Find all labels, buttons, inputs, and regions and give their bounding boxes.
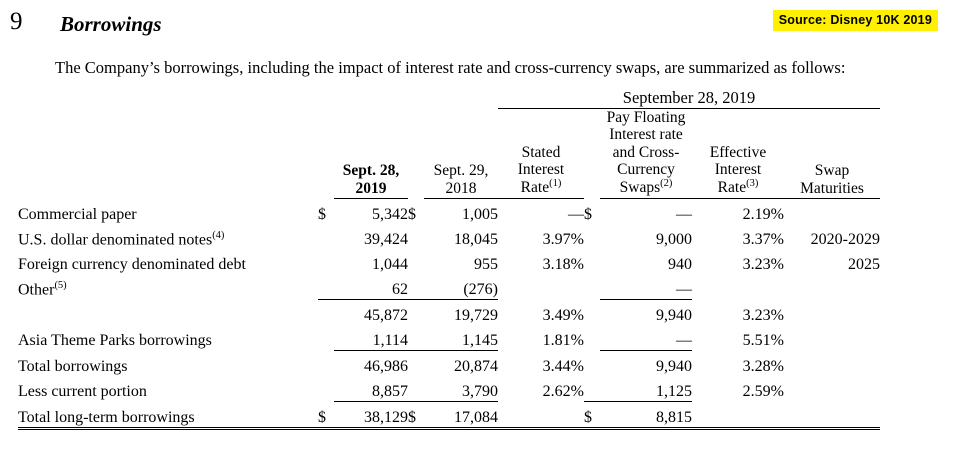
row-label-less-current-portion: Less current portion <box>18 383 147 401</box>
cell-effective-rate: 3.28% <box>742 357 784 375</box>
currency-symbol <box>408 376 424 402</box>
currency-symbol: $ <box>318 205 326 223</box>
cell-2018: (276) <box>424 274 498 300</box>
currency-symbol: $ <box>408 401 424 428</box>
cell-2018: 1,145 <box>424 325 498 351</box>
source-badge: Source: Disney 10K 2019 <box>773 10 938 31</box>
table-row <box>18 274 880 300</box>
cell-effective-rate <box>692 274 784 300</box>
col-header-line: 2019 <box>355 179 387 197</box>
empty-cell <box>408 88 424 109</box>
cell-2018: 3,790 <box>424 376 498 402</box>
cell-2018: 17,084 <box>424 401 498 428</box>
row-label-subtotal <box>18 299 318 325</box>
cell-2019: 62 <box>334 274 408 300</box>
column-header-row <box>18 109 880 199</box>
cell-swaps: 1,125 <box>600 376 692 402</box>
currency-symbol <box>584 325 600 351</box>
cell-2019: 39,424 <box>364 230 408 248</box>
footnote-marker: (3) <box>746 178 759 190</box>
row-label-asia-theme-parks: Asia Theme Parks borrowings <box>18 332 212 350</box>
cell-swaps: — <box>600 325 692 351</box>
empty-cell <box>334 88 408 109</box>
col-header-line: Maturities <box>800 179 864 197</box>
row-label-text: U.S. dollar denominated notes <box>18 230 213 248</box>
cell-2019: 8,857 <box>334 376 408 402</box>
row-label-total-borrowings: Total borrowings <box>18 357 128 375</box>
table-row <box>18 325 880 351</box>
cell-2019: 5,342 <box>372 205 408 223</box>
cell-2019: 45,872 <box>364 306 408 324</box>
currency-symbol <box>584 249 600 274</box>
row-label-commercial-paper: Commercial paper <box>18 205 137 223</box>
cell-swap-maturities: 2020-2029 <box>810 230 880 248</box>
borrowings-table <box>18 88 880 430</box>
footnote-marker: (2) <box>660 178 673 190</box>
footnote-marker: (4) <box>212 229 225 241</box>
empty-cell <box>408 109 424 199</box>
cell-stated-rate: 2.62% <box>542 383 584 401</box>
col-header-line: Rate <box>717 179 747 197</box>
cell-2018: 20,874 <box>454 357 498 375</box>
cell-swaps: 9,940 <box>656 306 692 324</box>
col-header-line: Rate <box>520 179 550 197</box>
currency-symbol <box>318 249 334 274</box>
cell-swap-maturities <box>784 274 880 300</box>
cell-effective-rate: 3.23% <box>742 306 784 324</box>
footnote-marker: (5) <box>54 280 67 292</box>
cell-2019: 1,114 <box>334 325 408 351</box>
cell-swaps: 8,815 <box>600 401 692 428</box>
row-label-us-dollar-notes <box>18 224 318 249</box>
cell-effective-rate: 5.51% <box>742 332 784 350</box>
table-row-long-term-total <box>18 401 880 428</box>
col-header-line: Swap <box>814 162 850 180</box>
cell-effective-rate <box>692 401 784 428</box>
empty-cell <box>318 88 334 109</box>
currency-symbol <box>318 376 334 402</box>
table-row <box>18 199 880 224</box>
cell-effective-rate: 2.19% <box>742 205 784 223</box>
currency-symbol: $ <box>318 401 334 428</box>
cell-effective-rate: 2.59% <box>742 383 784 401</box>
cell-stated-rate: — <box>568 205 584 223</box>
cell-swap-maturities <box>784 299 880 325</box>
currency-symbol <box>408 249 424 274</box>
empty-cell <box>318 109 334 199</box>
note-title: Borrowings <box>60 12 162 36</box>
cell-stated-rate: 3.49% <box>542 306 584 324</box>
col-header-stated-interest-rate <box>498 109 584 199</box>
empty-cell <box>424 88 498 109</box>
cell-effective-rate: 3.37% <box>742 230 784 248</box>
col-header-line: Sept. 29, <box>433 162 489 180</box>
cell-swaps: — <box>676 205 692 223</box>
row-label-foreign-currency-debt: Foreign currency denominated debt <box>18 255 246 273</box>
cell-2019: 38,129 <box>334 401 408 428</box>
cell-swap-maturities <box>784 199 880 224</box>
currency-symbol <box>408 350 424 376</box>
cell-stated-rate: 3.18% <box>542 255 584 273</box>
col-header-effective-interest-rate <box>692 109 784 199</box>
table-row-subtotal <box>18 299 880 325</box>
currency-symbol <box>584 274 600 300</box>
cell-stated-rate: 3.97% <box>542 230 584 248</box>
col-header-line: Sept. 28, <box>342 162 400 180</box>
col-header-line: Interest <box>517 161 565 179</box>
currency-symbol <box>318 350 334 376</box>
empty-cell <box>18 109 318 199</box>
currency-symbol <box>584 376 600 402</box>
cell-stated-rate: 3.44% <box>542 357 584 375</box>
cell-stated-rate <box>498 401 584 428</box>
table-row <box>18 249 880 274</box>
cell-swap-maturities <box>784 350 880 376</box>
empty-cell <box>584 109 600 199</box>
cell-effective-rate: 3.23% <box>742 255 784 273</box>
cell-2018: 1,005 <box>462 205 498 223</box>
intro-paragraph: The Company’s borrowings, including the impact of interest rate and cross-currency swaps, are summarized as follows: <box>55 58 846 77</box>
cell-stated-rate: 1.81% <box>542 332 584 350</box>
cell-swap-maturities: 2025 <box>848 255 880 273</box>
table-row-total <box>18 350 880 376</box>
col-header-line: and Cross- <box>612 143 680 161</box>
currency-symbol <box>408 299 424 325</box>
cell-2018: 19,729 <box>454 306 498 324</box>
cell-2019: 1,044 <box>372 255 408 273</box>
col-header-line: Stated <box>521 143 561 161</box>
note-number: 9 <box>10 8 23 35</box>
row-label-total-long-term: Total long-term borrowings <box>18 401 318 428</box>
cell-swap-maturities <box>784 401 880 428</box>
row-label-text: Other <box>18 281 55 299</box>
cell-2018: 955 <box>474 255 498 273</box>
col-header-line: Swaps <box>619 179 661 197</box>
cell-2018: 18,045 <box>454 230 498 248</box>
currency-symbol <box>408 274 424 300</box>
col-header-sept-28-2019 <box>334 109 408 199</box>
col-header-line: Currency <box>617 161 675 179</box>
col-header-line: Interest <box>714 161 762 179</box>
currency-symbol <box>584 299 600 325</box>
table-row <box>18 376 880 402</box>
col-header-line: Effective <box>709 143 767 161</box>
currency-symbol <box>408 325 424 351</box>
row-label-other <box>18 274 318 300</box>
cell-swap-maturities <box>784 376 880 402</box>
currency-symbol <box>584 224 600 249</box>
empty-cell <box>18 88 318 109</box>
footnote-marker: (1) <box>549 178 562 190</box>
currency-symbol <box>584 350 600 376</box>
cell-swap-maturities <box>784 325 880 351</box>
cell-swaps: 9,000 <box>656 230 692 248</box>
col-header-pay-floating-swaps <box>600 109 692 199</box>
col-header-line: 2018 <box>445 179 477 197</box>
cell-stated-rate <box>498 274 584 300</box>
cell-2019: 46,986 <box>364 357 408 375</box>
cell-swaps: 940 <box>668 255 692 273</box>
currency-symbol <box>318 224 334 249</box>
group-header-september-28-2019: September 28, 2019 <box>498 88 880 109</box>
currency-symbol: $ <box>584 401 600 428</box>
group-header-row <box>18 88 880 109</box>
cell-swaps: 9,940 <box>656 357 692 375</box>
col-header-swap-maturities <box>784 109 880 199</box>
table-row <box>18 224 880 249</box>
currency-symbol <box>318 274 334 300</box>
col-header-line: Interest rate <box>609 126 683 144</box>
col-header-line: Pay Floating <box>606 109 686 126</box>
cell-swaps: — <box>600 274 692 300</box>
currency-symbol: $ <box>584 205 592 223</box>
currency-symbol <box>318 299 334 325</box>
currency-symbol <box>408 224 424 249</box>
col-header-sept-29-2018 <box>424 109 498 199</box>
currency-symbol: $ <box>408 205 416 223</box>
currency-symbol <box>318 325 334 351</box>
